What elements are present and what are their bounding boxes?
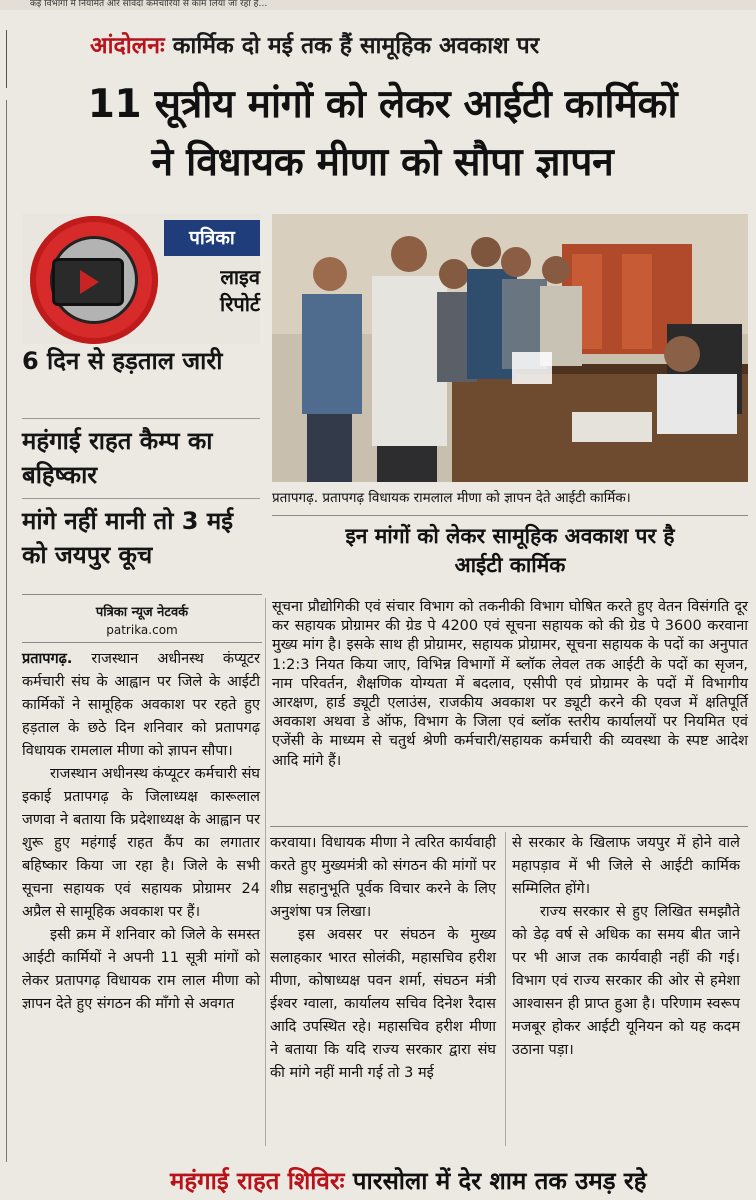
headline xyxy=(20,76,745,192)
teaser-text: पारसोला में देर शाम तक उमड़ रहे xyxy=(352,1167,647,1195)
page-edge-rules xyxy=(0,0,10,1200)
body-column-1 xyxy=(22,648,260,1016)
live-line-1: लाइव xyxy=(220,265,260,289)
top-strip: कई विभागों में नियमित और संविदा कर्मचारियों से काम लिया जा रहा है… xyxy=(0,0,756,10)
kicker xyxy=(90,28,730,60)
live-report-label xyxy=(164,264,260,318)
headline-line-2: ने विधायक मीणा को सौपा ज्ञापन xyxy=(151,140,614,185)
divider xyxy=(272,515,748,516)
news-photo xyxy=(272,214,748,482)
body-paragraph: राजस्थान अधीनस्थ कंप्यूटर कर्मचारी संघ इकाई प्रतापगढ़ के जिलाध्यक्ष कारूलाल जणवा ने बताया कि प्रदेशाध्यक्ष के आह्वान पर शुरू हुए महंगाई राहत कैंप का लगातार बहिष्कार किया जा रहा है। जिले के सभी सूचना सहायक एवं सहायक प्रोग्रामर 24 अप्रैल से सामूहिक अवकाश पर हैं। xyxy=(22,766,260,920)
body-paragraph: राजस्थान अधीनस्थ कंप्यूटर कर्मचारी संघ के आह्वान पर जिले के आईटी कार्मिकों ने सामूहिक अवकाश पर रहते हुए हड़ताल के छठे दिन शनिवार को प्रतापगढ़ विधायक रामलाल मीणा को ज्ञापन सौपा। xyxy=(22,651,260,759)
body-paragraph: इसी क्रम में शनिवार को जिले के समस्त आईटी कार्मियों ने अपनी 11 सूत्री मांगों को लेकर प्रतापगढ़ विधायक राम लाल मीणा को ज्ञापन देते हुए संगठन की माँगो से अवगत xyxy=(22,927,260,1012)
demands-paragraph: सूचना प्रौद्योगिकी एवं संचार विभाग को तकनीकी विभाग घोषित करते हुए वेतन विसंगति दूर कर सहायक प्रोग्रामर की ग्रेड पे 4200 एवं सूचना सहायक को की ग्रेड पे 3600 करवाना मुख्य मांग है। इसके साथ ही प्रोग्रामर, सहायक प्रोग्रामर, सूचना सहायक के पदों का अनुपात 1:2:3 नियत किया जाए, विभिन्न विभागों में ब्लॉक लेवल तक आईटी के पदों का सृजन, नाम परिवर्तन, शैक्षणिक योग्यता में बदलाव, एसीपी एवं प्रोग्रामर के पदों में विभागीय आरक्षण, हार्ड ड्यूटी एलाउंस, राजकीय अवकाश पर ड्यूटी करने की एवज में क्षतिपूर्ति अवकाश अथवा डे ऑफ, विभाग के जिला एवं ब्लॉक स्तरीय कार्यालयों पर नियमित एवं एजेंसी के माध्यम से चतुर्थ श्रेणी कर्मचारी/सहायक कर्मचारी की व्यवस्था के स्पष्ट आदेश आदि मांगे हैं। xyxy=(272,599,748,769)
divider xyxy=(22,418,260,419)
kicker-text: कार्मिक दो मई तक हैं सामूहिक अवकाश पर xyxy=(172,33,540,59)
subheadline xyxy=(272,522,748,580)
byline-agency: पत्रिका न्यूज नेटवर्क xyxy=(95,605,189,620)
play-icon[interactable] xyxy=(80,270,99,294)
body-column-2 xyxy=(270,832,496,1085)
body-column-3 xyxy=(512,832,740,1062)
photo-illustration xyxy=(272,214,748,482)
divider xyxy=(22,594,262,595)
body-paragraph: से सरकार के खिलाफ जयपुर में होने वाले महापड़ाव में भी जिले से आईटी कार्मिक सम्मिलित होंगे। xyxy=(512,835,740,897)
body-paragraph: राज्य सरकार से हुए लिखित समझौते को डेढ़ वर्ष से अधिक का समय बीत जाने पर भी आज तक कार्यवाही नहीं की गई। विभाग एवं राज्य सरकार की ओर से हमेशा आश्वासन ही प्राप्त हुआ है। परिणाम स्वरूप मजबूर होकर आईटी यूनियन को यह कदम उठाना पड़ा। xyxy=(512,904,740,1058)
body-paragraph: करवाया। विधायक मीणा ने त्वरित कार्यवाही करते हुए मुख्यमंत्री को संगठन की मांगों पर शीघ्र सहानुभूति पूर्वक विचार करने के लिए अनुशंषा पत्र लिखा। xyxy=(270,835,496,920)
divider xyxy=(22,642,262,643)
dateline: प्रतापगढ़. xyxy=(22,651,73,667)
live-report-badge[interactable] xyxy=(22,214,260,344)
column-rule xyxy=(505,832,506,1146)
sidebar-point-2: महंगाई राहत कैम्प का बहिष्कार xyxy=(22,427,213,489)
byline-url[interactable]: patrika.com xyxy=(106,623,178,637)
subheadline-line-1: इन मांगों को लेकर सामूहिक अवकाश पर है xyxy=(345,524,675,548)
sidebar-point-1: 6 दिन से हड़ताल जारी xyxy=(22,347,223,375)
divider xyxy=(270,826,748,827)
subheadline-line-2: आईटी कार्मिक xyxy=(454,553,566,577)
teaser-label: महंगाई राहत शिविरः xyxy=(170,1167,345,1195)
sidebar-point-3: मांगे नहीं मानी तो 3 मई को जयपुर कूच xyxy=(22,507,233,569)
brand-label: पत्रिका xyxy=(164,220,260,256)
bottom-teaser[interactable] xyxy=(0,1162,756,1200)
column-rule xyxy=(265,598,266,1146)
kicker-label: आंदोलनः xyxy=(90,33,165,59)
body-paragraph: इस अवसर पर संघठन के मुख्य सलाहकार भारत सोलंकी, महासचिव हरीश मीणा, कोषाध्यक्ष पवन शर्मा, संघठन मंत्री ईश्वर ग्वाला, कार्यालय सचिव दिनेश रैदास आदि उपस्थित रहे। महासचिव हरीश मीणा ने बताया कि यदि राज्य सरकार द्वारा संघ की मांगे नहीं मानी गई तो 3 मई xyxy=(270,927,496,1081)
live-line-2: रिपोर्ट xyxy=(220,292,260,316)
divider xyxy=(22,498,260,499)
headline-line-1: 11 सूत्रीय मांगों को लेकर आईटी कार्मिकों xyxy=(87,82,678,127)
photo-caption: प्रतापगढ़. प्रतापगढ़ विधायक रामलाल मीणा को ज्ञापन देते आईटी कार्मिक। xyxy=(272,490,631,506)
